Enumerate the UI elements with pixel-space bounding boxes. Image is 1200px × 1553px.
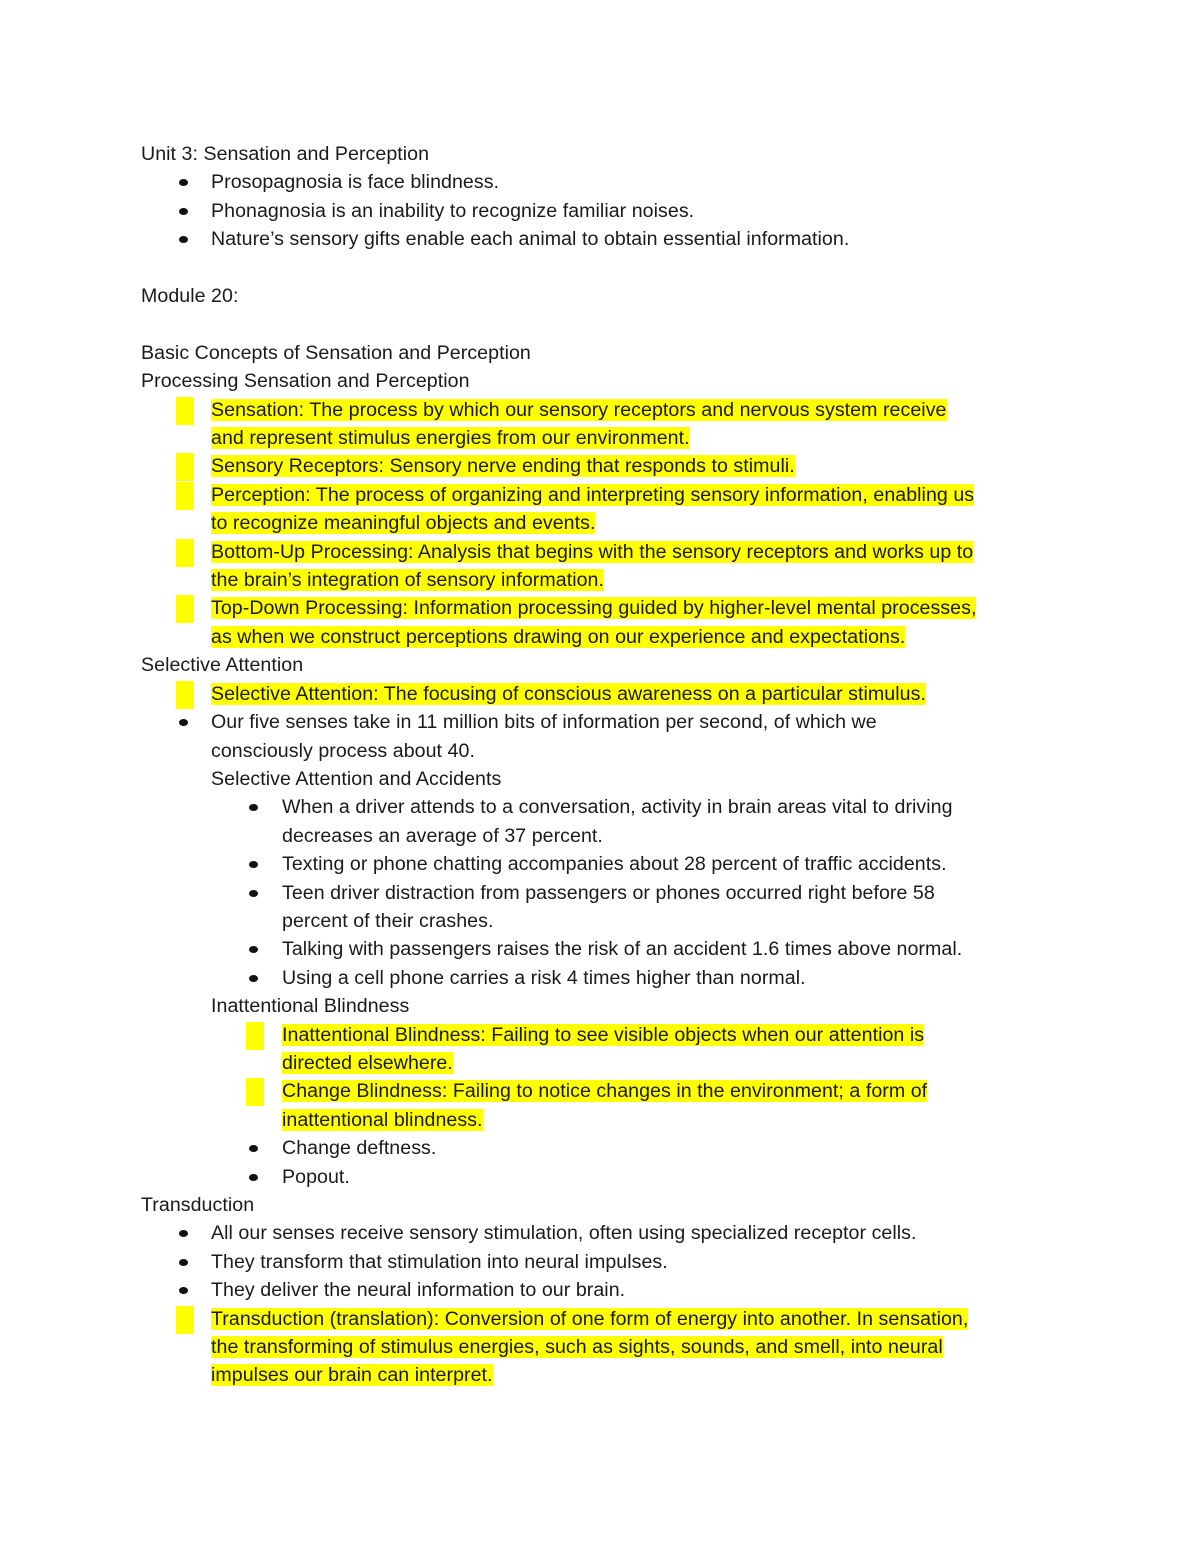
list-item-transduction-definition: Transduction (translation): Conversion of one form of energy into another. In sensation, the transforming of stimulus energies, such as sights, sounds, and smell, into neural impulses our brain can interpret. — [141, 1305, 1071, 1390]
bullet-icon — [179, 208, 188, 215]
bullet-icon — [179, 1287, 188, 1294]
list-item: Popout. — [141, 1163, 1071, 1191]
selective-list — [141, 680, 1071, 765]
list-item-sensation: Sensation: The process by which our sensory receptors and nervous system receive and represent stimulus energies from our environment. — [141, 396, 1071, 453]
bullet-icon — [179, 179, 188, 186]
list-item: Nature’s sensory gifts enable each animal to obtain essential information. — [141, 225, 1071, 253]
section-heading-selective: Selective Attention — [141, 654, 304, 677]
bullet-icon — [179, 236, 188, 243]
list-item: They deliver the neural information to our brain. — [141, 1276, 1071, 1304]
bullet-icon — [249, 1032, 258, 1039]
bullet-icon — [179, 1316, 188, 1323]
bullet-icon — [179, 691, 188, 698]
list-item: Change deftness. — [141, 1134, 1071, 1162]
bullet-icon — [249, 1174, 258, 1181]
bullet-icon — [249, 861, 258, 868]
transduction-list — [141, 1219, 1071, 1389]
bullet-icon — [249, 1088, 258, 1095]
list-item-perception: Perception: The process of organizing and interpreting sensory information, enabling us to recognize meaningful objects and events. — [141, 481, 1071, 538]
list-item: Texting or phone chatting accompanies about 28 percent of traffic accidents. — [141, 850, 1071, 878]
list-item-change-blindness: Change Blindness: Failing to notice changes in the environment; a form of inattentional blindness. — [141, 1077, 1071, 1134]
list-item: Using a cell phone carries a risk 4 times higher than normal. — [141, 964, 1071, 992]
document-page — [141, 140, 1071, 1390]
list-item-top-down: Top-Down Processing: Information processing guided by higher-level mental processes, as when we construct perceptions drawing on our experience and expectations. — [141, 594, 1071, 651]
bullet-icon — [249, 946, 258, 953]
section-heading-processing: Processing Sensation and Perception — [141, 370, 470, 393]
list-item-five-senses: Our five senses take in 11 million bits of information per second, of which we consciously process about 40. — [141, 708, 1071, 765]
list-item: Prosopagnosia is face blindness. — [141, 168, 1071, 196]
bullet-icon — [179, 605, 188, 612]
inattentional-list — [141, 1021, 1071, 1191]
list-item: Teen driver distraction from passengers or phones occurred right before 58 percent of their crashes. — [141, 879, 1071, 936]
bullet-icon — [179, 407, 188, 414]
section-heading-basic: Basic Concepts of Sensation and Perception — [141, 341, 531, 364]
bullet-icon — [249, 1145, 258, 1152]
document-title: Unit 3: Sensation and Perception — [141, 143, 430, 165]
list-item-sensory-receptors: Sensory Receptors: Sensory nerve ending that responds to stimuli. — [141, 452, 1071, 480]
bullet-icon — [249, 975, 258, 982]
list-item: They transform that stimulation into neural impulses. — [141, 1248, 1071, 1276]
bullet-icon — [179, 1230, 188, 1237]
bullet-icon — [179, 719, 188, 726]
list-item: Talking with passengers raises the risk of an accident 1.6 times above normal. — [141, 935, 1071, 963]
list-item-inattentional-blindness: Inattentional Blindness: Failing to see visible objects when our attention is directed elsewhere. — [141, 1021, 1071, 1078]
processing-list — [141, 396, 1071, 652]
intro-list — [141, 168, 1071, 253]
module-heading: Module 20: — [141, 285, 239, 308]
list-item: All our senses receive sensory stimulation, often using specialized receptor cells. — [141, 1219, 1071, 1247]
bullet-icon — [179, 492, 188, 499]
bullet-icon — [249, 804, 258, 811]
list-item: Phonagnosia is an inability to recognize familiar noises. — [141, 197, 1071, 225]
bullet-icon — [249, 890, 258, 897]
section-heading-transduction: Transduction — [141, 1194, 255, 1216]
list-item-bottom-up: Bottom-Up Processing: Analysis that begins with the sensory receptors and works up to the brain’s integration of sensory information. — [141, 538, 1071, 595]
bullet-icon — [179, 1259, 188, 1266]
subheading-accidents: Selective Attention and Accidents — [211, 767, 502, 790]
bullet-icon — [179, 463, 188, 470]
bullet-icon — [179, 549, 188, 556]
list-item-selective-attention: Selective Attention: The focusing of conscious awareness on a particular stimulus. — [141, 680, 1071, 708]
subheading-inattentional: Inattentional Blindness — [211, 995, 410, 1018]
accidents-list — [141, 793, 1071, 992]
list-item: When a driver attends to a conversation, activity in brain areas vital to driving decreases an average of 37 percent. — [141, 793, 1071, 850]
